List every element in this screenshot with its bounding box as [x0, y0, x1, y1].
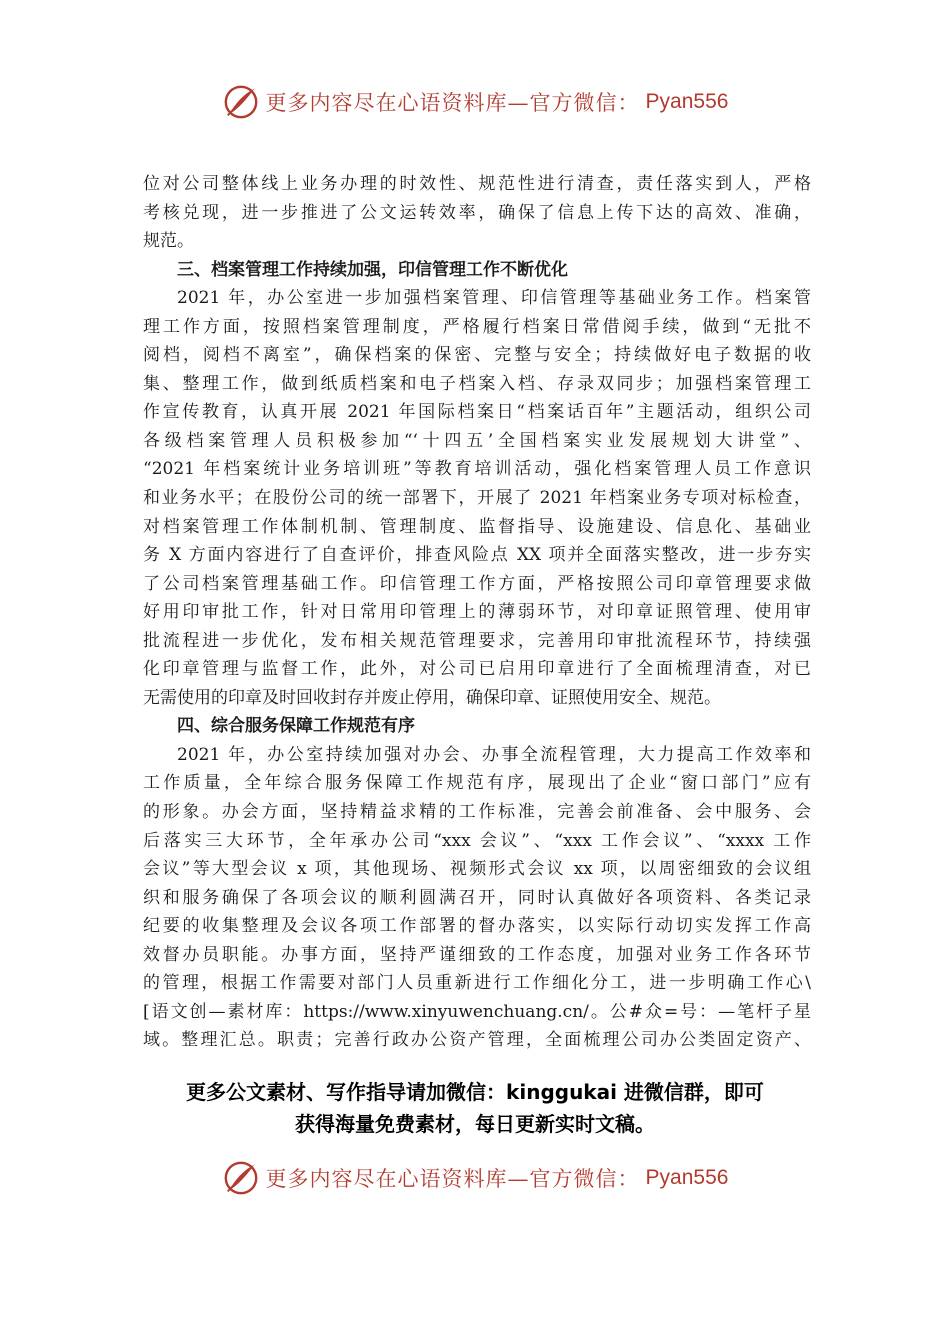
body-line: 阅档，阅档不离室”，确保档案的保密、完整与安全；持续做好电子数据的收 — [143, 345, 811, 366]
body-line: 后落实三大环节，全年承办公司“xxx 会议”、“xxx 工作会议”、“xxxx 工作 — [143, 830, 811, 851]
body-line: 集、整理工作，做到纸质档案和电子档案入档、存录双同步；加强档案管理工 — [143, 373, 811, 394]
body-line: 理工作方面，按照档案管理制度，严格履行档案日常借阅手续，做到“无批不 — [143, 316, 811, 337]
body-line: 各级档案管理人员积极参加“‘十四五’全国档案实业发展规划大讲堂”、 — [143, 430, 811, 451]
body-line: 规范。 — [143, 231, 194, 252]
banner-text: 更多内容尽在心语资料库—官方微信： — [265, 91, 640, 115]
body-line: 批流程进一步优化，发布相关规范管理要求，完善用印审批流程环节，持续强 — [143, 630, 811, 651]
banner-wechat-id: Pyan556 — [645, 1166, 729, 1189]
body-line: 域。整理汇总。职责；完善行政办公资产管理，全面梳理公司办公类固定资产、 — [143, 1030, 811, 1051]
quill-logo-icon — [222, 1159, 260, 1197]
body-line: [语文创—素材库：https://www.xinyuwenchuang.cn/。公#众=号：—笔杆子星 — [143, 1001, 811, 1022]
promo-line: 获得海量免费素材，每日更新实时文稿。 — [295, 1112, 655, 1136]
body-line: 2021 年，办公室进一步加强档案管理、印信管理等基础业务工作。档案管 — [177, 288, 811, 309]
quill-logo-icon — [222, 83, 260, 121]
document-body — [143, 170, 811, 1055]
body-line: 考核兑现，进一步推进了公文运转效率，确保了信息上传下达的高效、准确， — [143, 202, 811, 223]
body-line: “2021 年档案统计业务培训班”等教育培训活动，强化档案管理人员工作意识 — [143, 459, 811, 480]
section-heading: 四、综合服务保障工作规范有序 — [177, 716, 415, 737]
body-line: 化印章管理与监督工作，此外，对公司已启用印章进行了全面梳理清查，对已 — [143, 659, 811, 680]
body-line: 工作质量，全年综合服务保障工作规范有序，展现出了企业“窗口部门”应有 — [143, 773, 811, 794]
banner-text: 更多内容尽在心语资料库—官方微信： — [265, 1167, 640, 1191]
footer-watermark-banner — [0, 1158, 950, 1198]
body-line: 织和服务确保了各项会议的顺利圆满召开，同时认真做好各项资料、各类记录 — [143, 887, 811, 908]
body-line: 位对公司整体线上业务办理的时效性、规范性进行清查，责任落实到人，严格 — [143, 174, 811, 194]
body-line: 好用印审批工作，针对日常用印管理上的薄弱环节，对印章证照管理、使用审 — [143, 602, 811, 623]
body-line: 对档案管理工作体制机制、管理制度、监督指导、设施建设、信息化、基础业 — [143, 516, 811, 537]
body-line: 和业务水平；在股份公司的统一部署下，开展了 2021 年档案业务专项对标检查， — [143, 488, 811, 509]
promo-line: 更多公文素材、写作指导请加微信：kinggukai 进微信群，即可 — [186, 1080, 764, 1104]
body-line: 的形象。办会方面，坚持精益求精的工作标准，完善会前准备、会中服务、会 — [143, 802, 811, 823]
section-heading: 三、档案管理工作持续加强，印信管理工作不断优化 — [177, 259, 568, 280]
banner-wechat-id: Pyan556 — [645, 90, 729, 113]
body-line: 纪要的收集整理及会议各项工作部署的督办落实，以实际行动切实发挥工作高 — [143, 916, 811, 937]
header-watermark-banner — [0, 82, 950, 122]
body-line: 无需使用的印章及时回收封存并废止停用，确保印章、证照使用安全、规范。 — [143, 687, 721, 708]
promo-notice — [0, 1076, 950, 1140]
body-line: 作宣传教育，认真开展 2021 年国际档案日“档案话百年”主题活动，组织公司 — [143, 402, 811, 423]
body-line: 会议”等大型会议 x 项，其他现场、视频形式会议 xx 项，以周密细致的会议组 — [143, 859, 811, 880]
body-line: 务 X 方面内容进行了自查评价，排查风险点 XX 项并全面落实整改，进一步夯实 — [143, 545, 811, 566]
body-line: 2021 年，办公室持续加强对办会、办事全流程管理，大力提高工作效率和 — [177, 744, 811, 765]
body-line: 的管理，根据工作需要对部门人员重新进行工作细化分工，进一步明确工作心\ — [143, 973, 811, 994]
body-line: 了公司档案管理基础工作。印信管理工作方面，严格按照公司印章管理要求做 — [143, 573, 811, 594]
body-line: 效督办员职能。办事方面，坚持严谨细致的工作态度，加强对业务工作各环节 — [143, 944, 811, 965]
